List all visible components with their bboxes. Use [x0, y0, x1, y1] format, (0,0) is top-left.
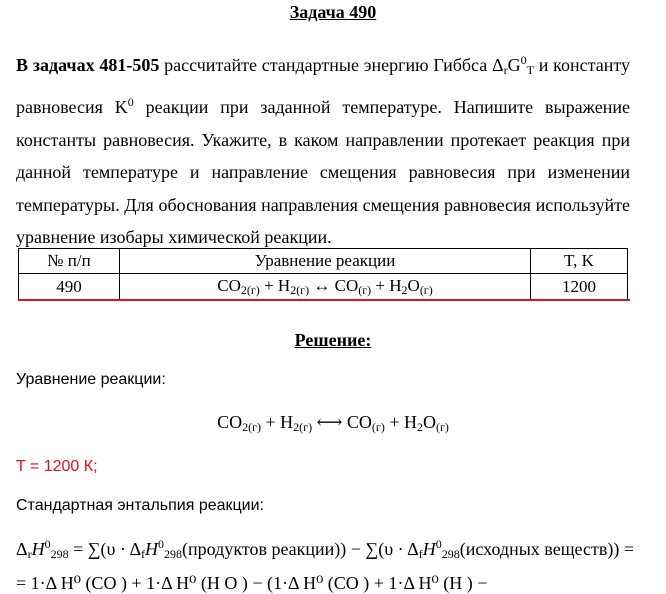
table-header-row — [19, 249, 628, 274]
task-table — [18, 248, 628, 300]
enthalpy-formula: $\Delta_rH^0_{298} = \sum(\upsilon$ · $\Delta_fH^0_{298}(продуктов$ реакции)) − $\sum(\upsilon \cdot \Delta_fH^0_{298}(исходных$ веществ)) = — [16, 537, 634, 561]
row-num: 490 — [19, 274, 120, 300]
table-row — [19, 274, 628, 300]
row-temperature: 1200 — [531, 274, 628, 300]
task-title: Задача 490 — [289, 2, 377, 22]
solution-heading: Решение: — [294, 330, 372, 350]
reaction-equation: $CO_{2(г)} + H_{2(г)}$ ⟷ $CO_{(г)} + H_2O_{(г)}$ — [217, 412, 449, 434]
task-description: В задачах 481-505 рассчитайте стандартные энергию Гиббса $\Delta_rG^0_T$ и константу равновесия $K^0$ реакции при заданной температуре. Напишите выражение константы равновесия. Укажите, в каком направлении протекает реакция при данной температуре и направление смещения равновесия при изменении температуры. Для обоснования направления смещения равновесия используйте уравнение изобары химической реакции. — [16, 53, 631, 248]
enthalpy-formula-continued: = 1·Δ H⁰ (CO ) + 1·Δ H⁰ (H O ) − (1·Δ H⁰ (CO ) + 1·Δ H⁰ (H ) − — [16, 573, 488, 593]
row-equation: $CO_{2(г)} + H_{2(г)}$ ↔ $CO_{(г)} + H_2O_{(г)}$ — [120, 274, 531, 300]
header-temperature: T, K — [531, 249, 628, 274]
temperature-line: T = 1200 К; — [16, 458, 98, 475]
enthalpy-label: Стандартная энтальпия реакции: — [16, 497, 264, 514]
header-equation: Уравнение реакции — [120, 249, 531, 274]
header-num: № п/п — [19, 249, 120, 274]
red-underline — [18, 299, 630, 301]
reaction-label: Уравнение реакции: — [16, 371, 166, 388]
task-range: В задачах 481-505 — [16, 55, 160, 75]
